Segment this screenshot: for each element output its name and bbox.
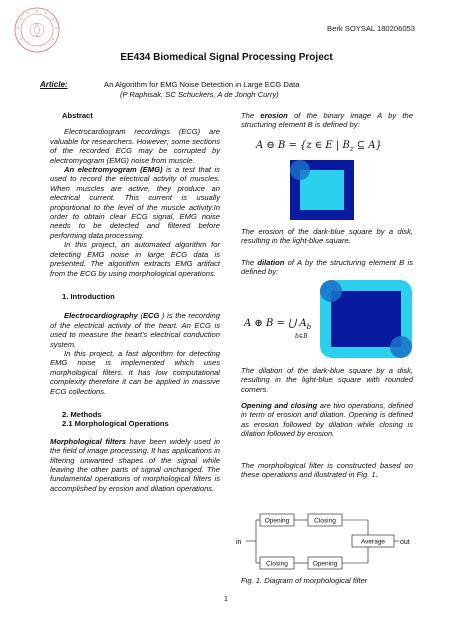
methods-paragraph-1-text: have been widely used in the field of image processing. It has applications in filtering unwanted shapes of the signal while leaving the other parts of signal unchanged. The fundamental operations of morphological filters is accomplished by erosion and dilation operations. xyxy=(50,436,220,493)
dilation-formula-under: b∈B xyxy=(295,333,308,340)
article-authors: (P Raphisak, SC Schuckers, A de Jongh Curry) xyxy=(120,90,279,99)
introduction-heading: 1. Introduction xyxy=(62,291,115,301)
abstract-paragraph-2 xyxy=(50,165,220,240)
dilation-term: dilation xyxy=(257,258,285,267)
article-title: An Algorithm for EMG Noise Detection in Large ECG Data xyxy=(104,80,300,89)
dilation-dark-square xyxy=(331,291,401,347)
diagram-in-label: in xyxy=(236,539,242,546)
opening-closing-text: are two operations, defined in term of erosion and dilation. Opening is defined as erosion followed by dilation while closing is dilation followed by erosion. xyxy=(241,401,413,439)
diagram-average: Average xyxy=(360,538,386,546)
abstract-paragraph-3: In this project, an automated algorithm for detecting EMG noise in large ECG data is presented. The algorithm extracts EMG artifact from the ECG by using morphological operations. xyxy=(50,240,220,278)
dilation-formula xyxy=(244,318,311,331)
abstract-heading: Abstract xyxy=(62,111,93,120)
dilation-formula-main: A ⊕ B = ⋃ A xyxy=(244,318,307,329)
emg-term: An electromyogram (EMG) xyxy=(64,165,163,175)
erosion-intro-text: of the binary image A by the structuring element B is defined by: xyxy=(241,111,413,130)
methods-paragraph-1 xyxy=(50,437,220,493)
erosion-formula-end: ⊆ A} xyxy=(353,140,382,151)
page-number: 1 xyxy=(224,596,228,603)
methods-heading: 2. Methods xyxy=(62,409,102,419)
intro-paragraph-1 xyxy=(50,311,220,349)
erosion-intro xyxy=(241,111,413,130)
morph-filters-term: Morphological filters xyxy=(50,436,126,446)
diagram-out-label: out xyxy=(400,539,410,546)
filter-paragraph: The morphological filter is constructed based on these operations and illustrated in Fig. 1. xyxy=(241,461,413,480)
diagram-bottom-1: Closing xyxy=(266,560,288,568)
abstract-paragraph-2-text: is a test that is used to record the electrical activity of muscles. When muscles are active, they produce an electrical current. This current is usually proportional to the level of the muscle activity.In order to obtain clear ECG signal, EMG noise needs to be detected and filtered before performing data processing. xyxy=(50,165,220,240)
dilation-formula-sub: b xyxy=(306,323,312,331)
morphological-operations-heading: 2.1 Morphological Operations xyxy=(62,419,169,429)
abstract-paragraph-1: Electrocardiogram recordings (ECG) are valuable for researchers. However; some sections of the recorded ECG may be corrupted by electromyogram (EMG) noise from muscle. xyxy=(50,127,220,165)
erosion-intro-pre: The xyxy=(241,111,261,120)
diagram-top-2: Closing xyxy=(314,517,336,525)
opening-closing-paragraph xyxy=(241,401,413,439)
figure-caption: Fig. 1. Diagram of morphological filter xyxy=(241,576,368,585)
intro-paren-open: ( xyxy=(137,311,143,321)
diagram-bottom-2: Opening xyxy=(312,560,338,568)
dilation-intro-text: of A by the structuring element B is defined by: xyxy=(241,258,413,277)
document-title: EE434 Biomedical Signal Processing Project xyxy=(120,52,333,63)
dilation-disk-bottom-right xyxy=(390,336,412,358)
right-column xyxy=(241,111,413,130)
intro-paragraph-1-text: ) is the recording of the electrical activity of the heart. An ECG is used to measure the heart's electrical conduction system. xyxy=(50,311,221,349)
ecg-term: Electrocardiography xyxy=(64,311,138,321)
left-column xyxy=(50,111,220,493)
university-seal-logo xyxy=(13,6,61,54)
erosion-formula-sub: z xyxy=(349,145,354,153)
article-label: Article: xyxy=(40,80,68,89)
diagram-top-1: Opening xyxy=(264,517,290,525)
dilation-intro xyxy=(241,258,413,277)
dilation-caption: The dilation of the dark-blue square by a disk, resulting in the light-blue square with rounded corners. xyxy=(241,366,413,394)
erosion-disk xyxy=(290,160,310,180)
dilation-figure xyxy=(320,280,412,358)
erosion-caption: The erosion of the dark-blue square by a disk, resulting in the light-blue square. xyxy=(241,227,413,246)
erosion-figure xyxy=(290,160,354,220)
erosion-term: erosion xyxy=(260,111,288,120)
morphological-filter-diagram xyxy=(236,508,416,574)
author-id: Berk SOYSAL 180206053 xyxy=(327,24,415,33)
intro-paragraph-2: In this project, a fast algorithm for detecting EMG noise is implemented which uses morphological filters. It has low computational complexity therefore it can be applied in massive ECG collections. xyxy=(50,348,220,396)
erosion-formula xyxy=(256,140,382,153)
ecg-abbrev: ECG xyxy=(142,311,160,321)
dilation-disk-top-left xyxy=(320,280,342,302)
erosion-formula-main: A ⊖ B = {z ∈ E | B xyxy=(256,140,350,151)
dilation-intro-pre: The xyxy=(241,258,258,267)
opening-closing-term: Opening and closing xyxy=(241,401,318,410)
